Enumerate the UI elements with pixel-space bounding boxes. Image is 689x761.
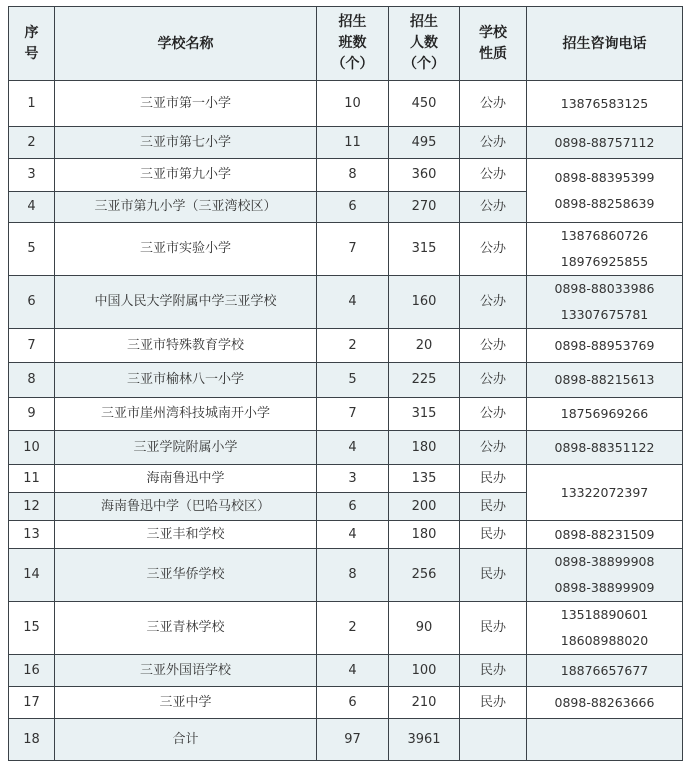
table-row (9, 329, 683, 363)
cell-phone (527, 223, 683, 276)
header-classes-line-1: 招生 (338, 14, 367, 30)
cell-no: 18 (9, 719, 55, 761)
table-row (9, 398, 683, 431)
cell-students: 315 (389, 223, 460, 276)
enrollment-table (8, 6, 683, 761)
table-row (9, 159, 683, 192)
header-students-line-2: 人数 (410, 35, 438, 51)
cell-students: 200 (389, 493, 460, 521)
cell-name: 三亚市第九小学 (55, 159, 317, 192)
cell-classes: 6 (317, 493, 389, 521)
cell-name: 三亚丰和学校 (55, 521, 317, 549)
cell-classes: 97 (317, 719, 389, 761)
header-name: 学校名称 (55, 7, 317, 81)
cell-phone (527, 159, 683, 223)
cell-phone: 0898-88215613 (527, 363, 683, 398)
cell-nature: 公办 (460, 81, 527, 127)
header-nature-line-2: 性质 (479, 45, 507, 62)
cell-classes: 4 (317, 431, 389, 465)
header-classes (317, 7, 389, 81)
cell-students: 180 (389, 521, 460, 549)
cell-name: 三亚市特殊教育学校 (55, 329, 317, 363)
cell-nature: 民办 (460, 655, 527, 687)
cell-classes: 7 (317, 398, 389, 431)
cell-classes: 4 (317, 276, 389, 329)
cell-students: 3961 (389, 719, 460, 761)
cell-no: 7 (9, 329, 55, 363)
cell-classes: 2 (317, 329, 389, 363)
cell-classes: 11 (317, 127, 389, 159)
cell-classes: 8 (317, 159, 389, 192)
cell-nature: 公办 (460, 223, 527, 276)
cell-nature: 公办 (460, 431, 527, 465)
cell-nature: 公办 (460, 398, 527, 431)
cell-classes: 6 (317, 192, 389, 223)
cell-phone: 0898-88953769 (527, 329, 683, 363)
cell-classes: 7 (317, 223, 389, 276)
header-seq (9, 7, 55, 81)
phone-line-2: 18976925855 (560, 254, 649, 269)
cell-nature: 公办 (460, 363, 527, 398)
cell-no: 15 (9, 602, 55, 655)
cell-phone (527, 549, 683, 602)
cell-nature: 民办 (460, 602, 527, 655)
cell-students: 360 (389, 159, 460, 192)
cell-no: 1 (9, 81, 55, 127)
cell-students: 256 (389, 549, 460, 602)
table-row (9, 276, 683, 329)
cell-classes: 5 (317, 363, 389, 398)
cell-phone: 13876583125 (527, 81, 683, 127)
cell-classes: 4 (317, 521, 389, 549)
phone-line-1: 0898-88395399 (554, 169, 655, 185)
cell-phone (527, 276, 683, 329)
cell-name: 中国人民大学附属中学三亚学校 (55, 276, 317, 329)
cell-nature: 民办 (460, 493, 527, 521)
cell-students: 180 (389, 431, 460, 465)
cell-phone: 0898-88351122 (527, 431, 683, 465)
cell-name: 三亚青林学校 (55, 602, 317, 655)
phone-line-2: 13307675781 (560, 307, 649, 322)
cell-students: 450 (389, 81, 460, 127)
cell-phone: 13322072397 (527, 465, 683, 521)
cell-phone (527, 719, 683, 761)
header-students-line-1: 招生 (410, 14, 438, 30)
cell-no: 14 (9, 549, 55, 602)
cell-no: 9 (9, 398, 55, 431)
cell-nature: 公办 (460, 159, 527, 192)
cell-name: 三亚市第九小学（三亚湾校区） (55, 192, 317, 223)
header-students (389, 7, 460, 81)
cell-phone: 0898-88231509 (527, 521, 683, 549)
cell-no: 3 (9, 159, 55, 192)
table-row (9, 81, 683, 127)
cell-name: 三亚中学 (55, 687, 317, 719)
cell-no: 4 (9, 192, 55, 223)
cell-students: 225 (389, 363, 460, 398)
cell-nature (460, 719, 527, 761)
cell-nature: 民办 (460, 687, 527, 719)
cell-name: 海南鲁迅中学 (55, 465, 317, 493)
cell-phone: 0898-88263666 (527, 687, 683, 719)
cell-name: 三亚学院附属小学 (55, 431, 317, 465)
table-row (9, 521, 683, 549)
phone-line-1: 0898-88033986 (554, 281, 655, 296)
header-seq-line-1: 序 (24, 24, 39, 41)
cell-students: 315 (389, 398, 460, 431)
header-students-line-3: （个） (403, 56, 445, 72)
cell-students: 90 (389, 602, 460, 655)
header-classes-line-3: （个） (331, 56, 374, 72)
cell-nature: 公办 (460, 276, 527, 329)
cell-no: 10 (9, 431, 55, 465)
cell-phone: 0898-88757112 (527, 127, 683, 159)
cell-name: 三亚市榆林八一小学 (55, 363, 317, 398)
table-row (9, 431, 683, 465)
table-row (9, 687, 683, 719)
cell-name: 三亚华侨学校 (55, 549, 317, 602)
table-row (9, 363, 683, 398)
cell-name: 合计 (55, 719, 317, 761)
phone-line-2: 0898-38899909 (554, 580, 655, 595)
cell-nature: 公办 (460, 192, 527, 223)
cell-nature: 公办 (460, 127, 527, 159)
cell-phone (527, 602, 683, 655)
cell-students: 135 (389, 465, 460, 493)
cell-name: 三亚市崖州湾科技城南开小学 (55, 398, 317, 431)
table-row (9, 655, 683, 687)
cell-no: 5 (9, 223, 55, 276)
cell-classes: 8 (317, 549, 389, 602)
cell-name: 三亚市实验小学 (55, 223, 317, 276)
header-phone: 招生咨询电话 (527, 7, 683, 81)
cell-students: 495 (389, 127, 460, 159)
cell-no: 16 (9, 655, 55, 687)
cell-name: 三亚市第七小学 (55, 127, 317, 159)
cell-classes: 10 (317, 81, 389, 127)
cell-no: 11 (9, 465, 55, 493)
cell-classes: 6 (317, 687, 389, 719)
cell-students: 210 (389, 687, 460, 719)
cell-no: 2 (9, 127, 55, 159)
table-row (9, 127, 683, 159)
phone-line-2: 18608988020 (560, 633, 649, 648)
total-row (9, 719, 683, 761)
header-classes-line-2: 班数 (338, 35, 367, 51)
header-row (9, 7, 683, 81)
cell-no: 12 (9, 493, 55, 521)
cell-students: 270 (389, 192, 460, 223)
cell-name: 三亚市第一小学 (55, 81, 317, 127)
cell-classes: 4 (317, 655, 389, 687)
cell-nature: 民办 (460, 465, 527, 493)
table-row (9, 223, 683, 276)
header-nature (460, 7, 527, 81)
cell-classes: 3 (317, 465, 389, 493)
cell-phone: 18756969266 (527, 398, 683, 431)
cell-students: 20 (389, 329, 460, 363)
header-nature-line-1: 学校 (479, 24, 507, 41)
cell-classes: 2 (317, 602, 389, 655)
cell-nature: 民办 (460, 521, 527, 549)
cell-students: 100 (389, 655, 460, 687)
table-row (9, 602, 683, 655)
phone-line-1: 0898-38899908 (554, 554, 655, 569)
cell-phone: 18876657677 (527, 655, 683, 687)
cell-name: 海南鲁迅中学（巴哈马校区） (55, 493, 317, 521)
cell-students: 160 (389, 276, 460, 329)
cell-no: 6 (9, 276, 55, 329)
cell-nature: 公办 (460, 329, 527, 363)
cell-name: 三亚外国语学校 (55, 655, 317, 687)
phone-line-2: 0898-88258639 (554, 195, 655, 211)
phone-line-1: 13876860726 (560, 228, 649, 243)
cell-nature: 民办 (460, 549, 527, 602)
cell-no: 13 (9, 521, 55, 549)
phone-line-1: 13518890601 (560, 607, 649, 622)
header-seq-line-2: 号 (24, 45, 39, 62)
cell-no: 17 (9, 687, 55, 719)
table-row (9, 549, 683, 602)
table-row (9, 465, 683, 493)
cell-no: 8 (9, 363, 55, 398)
